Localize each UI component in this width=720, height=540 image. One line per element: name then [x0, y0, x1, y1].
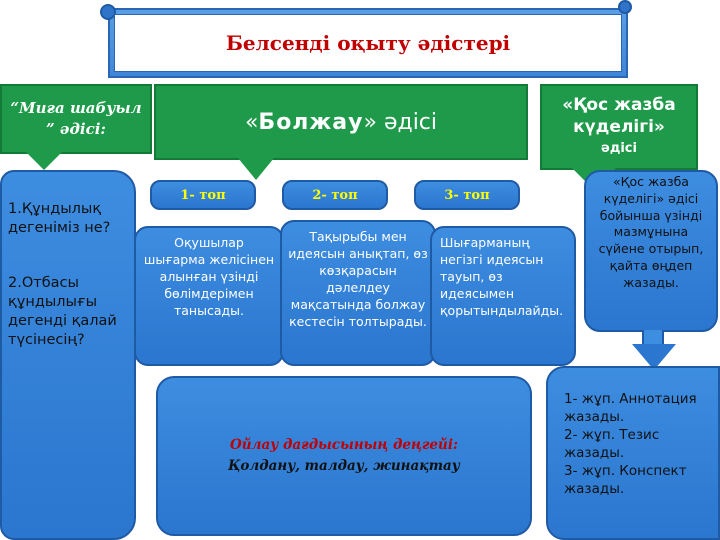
pair-tasks-text: 1- жұп. Аннотация жазады. 2- жұп. Тезис жазады. 3- жұп. Конспект жазады. — [564, 391, 697, 497]
prediction-open-quote: « — [244, 109, 259, 135]
group-3-task-card — [430, 226, 576, 366]
brainstorm-callout — [0, 84, 152, 154]
group-2-task-card — [280, 220, 436, 366]
group-1-header — [150, 180, 256, 210]
double-entry-callout — [540, 84, 698, 170]
brainstorm-callout-text: “Миға шабуыл ” әдісі: — [10, 99, 142, 138]
double-entry-callout-title: «Қос жазба күделігі» — [562, 95, 676, 137]
prediction-method-name: Болжау — [258, 109, 364, 135]
brainstorm-callout-pointer — [26, 152, 62, 170]
thinking-skills-list: Қолдану, талдау, жинақтау — [228, 458, 460, 474]
group-3-task-text: Шығарманың негізгі идеясын тауып, өз идеясымен қорытындылайды. — [440, 235, 564, 318]
group-2-task-text: Тақырыбы мен идеясын анықтап, өз көзқарасын дәлелдеу мақсатында болжау кестесін толтырады. — [288, 229, 428, 329]
group-1-task-text: Оқушылар шығарма желісінен алынған үзінді бөлімдерімен танысады. — [143, 235, 275, 318]
group-3-label: 3- топ — [444, 187, 490, 203]
thinking-skills-heading: Ойлау дағдысының деңгейі: — [230, 437, 458, 453]
thinking-skills-box — [156, 376, 532, 536]
group-2-label: 2- топ — [312, 187, 358, 203]
prediction-callout-pointer — [238, 158, 274, 180]
question-2: 2.Отбасы құндылығы дегенді қалай түсінесің? — [8, 275, 117, 348]
question-1: 1.Құндылық дегеніміз не? — [8, 201, 111, 236]
double-entry-description-text: «Қос жазба күделігі» әдісі бойынша үзінді мазмұнына сүйене отырып, қайта өңдеп жазады. — [598, 174, 704, 290]
title-panel — [114, 14, 622, 72]
prediction-callout — [154, 84, 528, 160]
group-1-label: 1- топ — [180, 187, 226, 203]
questions-panel — [0, 170, 136, 540]
group-2-header — [282, 180, 388, 210]
prediction-suffix: » әдісі — [363, 109, 438, 135]
group-3-header — [414, 180, 520, 210]
page-title: Белсенді оқыту әдістері — [225, 31, 511, 55]
double-entry-callout-subtitle: әдісі — [601, 141, 637, 156]
group-1-task-card — [134, 226, 284, 366]
pair-tasks-box — [546, 366, 720, 540]
scroll-curl-right — [618, 0, 632, 14]
double-entry-description-box — [584, 170, 718, 332]
